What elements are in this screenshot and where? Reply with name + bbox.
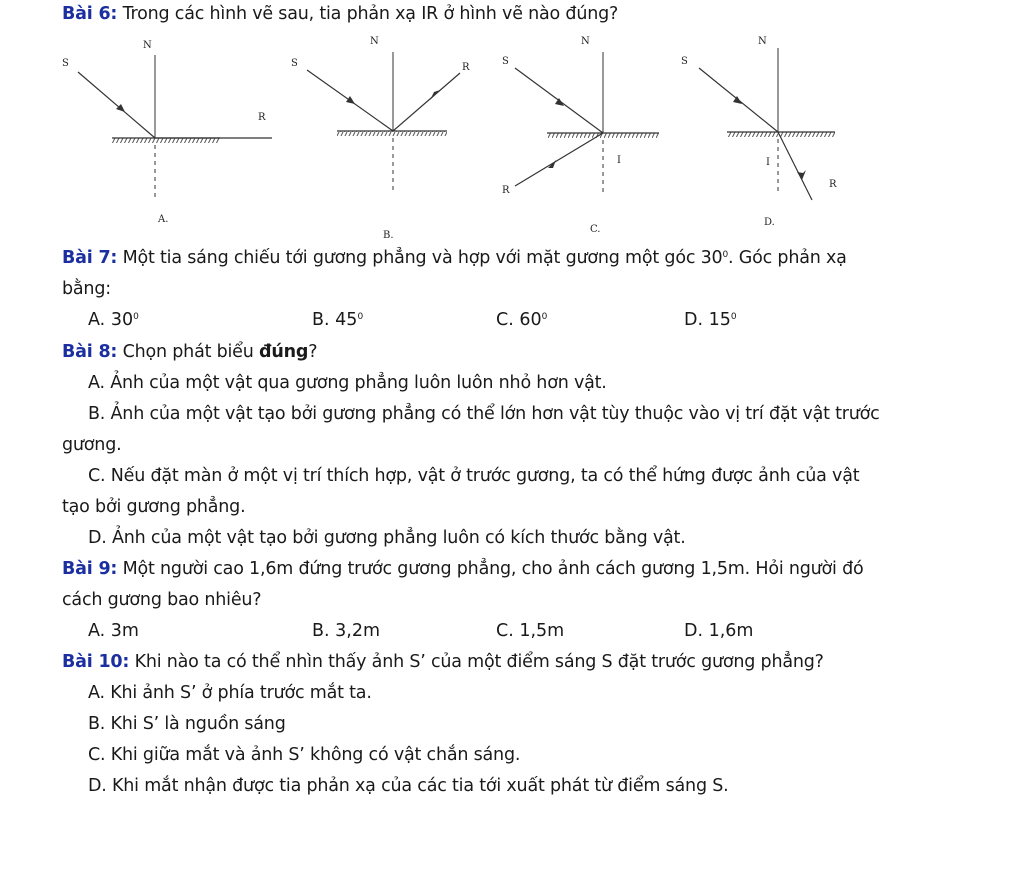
figure-b-caption: B. xyxy=(383,230,394,240)
question-7-line2: bằng: xyxy=(62,279,111,299)
question-10 xyxy=(62,652,824,672)
q10-option-a: A. Khi ảnh S’ ở phía trước mắt ta. xyxy=(88,683,372,703)
question-9-label: Bài 9: xyxy=(62,559,118,579)
q8-option-b-cont: gương. xyxy=(62,435,122,455)
figure-b-r-label: R xyxy=(462,62,470,73)
question-9-text: Một người cao 1,6m đứng trước gương phẳng, cho ảnh cách gương 1,5m. Hỏi người đó xyxy=(122,559,864,579)
figure-c-s-label: S xyxy=(502,56,509,67)
figure-c-n-label: N xyxy=(581,36,590,47)
q7-option-c: C. $60^0$ xyxy=(496,310,548,330)
figure-b-n-label: N xyxy=(370,36,379,47)
figure-c-caption: C. xyxy=(590,224,601,235)
figure-a-r-label: R xyxy=(258,112,266,123)
q8-option-c: C. Nếu đặt màn ở một vị trí thích hợp, vật ở trước gương, ta có thể hứng được ảnh của vật xyxy=(88,466,860,486)
figure-a-s-label: S xyxy=(62,58,69,69)
figure-d-i-label: I xyxy=(766,157,770,168)
q9-option-c: C. 1,5m xyxy=(496,621,565,641)
question-9-line2: cách gương bao nhiêu? xyxy=(62,590,262,610)
question-10-label: Bài 10: xyxy=(62,652,130,672)
question-9 xyxy=(62,559,864,579)
q7-option-a: A. $30^0$ xyxy=(88,310,139,330)
question-8: Bài 8: Chọn phát biểu đúng? xyxy=(62,342,318,362)
q8-option-a: A. Ảnh của một vật qua gương phẳng luôn luôn nhỏ hơn vật. xyxy=(88,373,607,393)
q10-option-c: C. Khi giữa mắt và ảnh S’ không có vật chắn sáng. xyxy=(88,745,521,765)
q8-option-b: B. Ảnh của một vật tạo bởi gương phẳng có thể lớn hơn vật tùy thuộc vào vị trí đặt vật trước xyxy=(88,404,880,424)
question-7-text: Một tia sáng chiếu tới gương phẳng và hợp với mặt gương một góc 30 xyxy=(122,248,723,268)
q8-option-c-cont: tạo bởi gương phẳng. xyxy=(62,497,246,517)
question-6-label: Bài 6: xyxy=(62,4,118,24)
question-7-label: Bài 7: xyxy=(62,248,118,268)
figure-a-caption: A. xyxy=(158,214,169,225)
figure-d-n-label: N xyxy=(758,36,767,47)
figure-c xyxy=(502,36,659,235)
question-7-text-end: . Góc phản xạ xyxy=(728,248,847,268)
question-8-bold: đúng xyxy=(259,342,309,362)
figure-d xyxy=(681,36,837,228)
question-6-text: Trong các hình vẽ sau, tia phản xạ IR ở hình vẽ nào đúng? xyxy=(122,4,619,24)
q7-option-d: D. $15^0$ xyxy=(684,310,737,330)
q9-option-a: A. 3m xyxy=(88,621,139,641)
q8-option-d: D. Ảnh của một vật tạo bởi gương phẳng luôn có kích thước bằng vật. xyxy=(88,528,686,548)
figure-d-caption: D. xyxy=(764,217,775,228)
q10-option-d: D. Khi mắt nhận được tia phản xạ của các tia tới xuất phát từ điểm sáng S. xyxy=(88,776,729,796)
q9-option-b: B. 3,2m xyxy=(312,621,381,641)
q7-option-b: B. $45^0$ xyxy=(312,310,364,330)
figure-c-i-label: I xyxy=(617,155,621,166)
figure-d-s-label: S xyxy=(681,56,688,67)
reflection-figures xyxy=(0,0,1024,240)
question-8-label: Bài 8: xyxy=(62,342,118,362)
q10-option-b: B. Khi S’ là nguồn sáng xyxy=(88,714,286,734)
figure-d-r-label: R xyxy=(829,179,837,190)
question-10-text: Khi nào ta có thể nhìn thấy ảnh S’ của một điểm sáng S đặt trước gương phẳng? xyxy=(134,652,824,672)
question-7-degree: 0 xyxy=(722,250,729,260)
figure-b xyxy=(291,36,470,240)
figure-b-s-label: S xyxy=(291,58,298,69)
figure-a xyxy=(62,40,272,225)
question-7 xyxy=(62,248,847,268)
q9-option-d: D. 1,6m xyxy=(684,621,754,641)
figure-c-r-label: R xyxy=(502,185,510,196)
figure-a-n-label: N xyxy=(143,40,152,51)
question-8-text: Chọn phát biểu xyxy=(122,342,254,362)
